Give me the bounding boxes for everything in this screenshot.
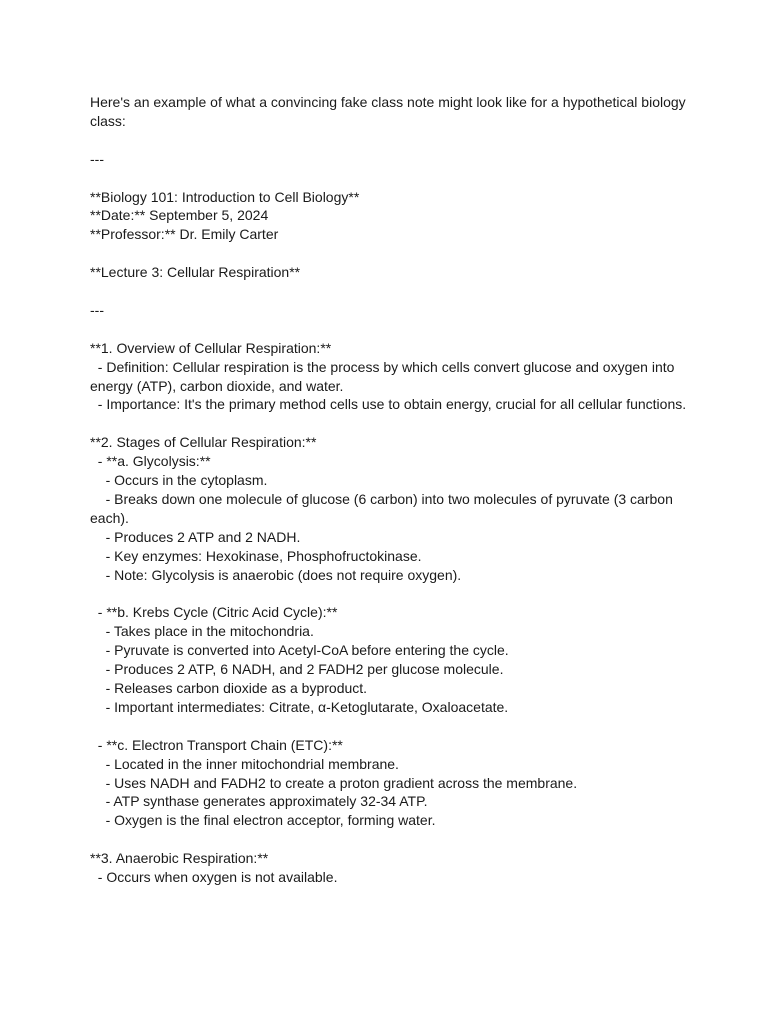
bullet-line: - Note: Glycolysis is anaerobic (does not require oxygen). <box>90 566 462 583</box>
separator-line: --- <box>90 301 104 318</box>
blank-line <box>90 169 690 188</box>
bullet-line: - Occurs when oxygen is not available. <box>90 869 338 886</box>
document-body <box>90 93 690 887</box>
bullet-line: - Key enzymes: Hexokinase, Phosphofructokinase. <box>90 547 422 564</box>
blank-line <box>90 830 690 849</box>
bullet-line: - Breaks down one molecule of glucose (6 carbon) into two molecules of pyruvate (3 carbon each). <box>90 490 677 526</box>
blank-line <box>90 244 690 263</box>
lecture-title: **Lecture 3: Cellular Respiration** <box>90 264 301 281</box>
subsection-heading: - **a. Glycolysis:** <box>90 453 211 470</box>
course-title: **Biology 101: Introduction to Cell Biology** <box>90 188 360 205</box>
bullet-line: - Oxygen is the final electron acceptor, forming water. <box>90 812 436 829</box>
bullet-line: - Definition: Cellular respiration is the process by which cells convert glucose and oxygen into energy (ATP), carbon dioxide, and water. <box>90 358 679 394</box>
subsection-heading: - **b. Krebs Cycle (Citric Acid Cycle):** <box>90 604 338 621</box>
blank-line <box>90 320 690 339</box>
blank-line <box>90 584 690 603</box>
bullet-line: - Importance: It's the primary method cells use to obtain energy, crucial for all cellular functions. <box>90 396 687 413</box>
bullet-line: - Located in the inner mitochondrial membrane. <box>90 755 399 772</box>
blank-line <box>90 414 690 433</box>
bullet-line: - Important intermediates: Citrate, α-Ketoglutarate, Oxaloacetate. <box>90 698 509 715</box>
bullet-line: - ATP synthase generates approximately 32-34 ATP. <box>90 793 428 810</box>
separator-line: --- <box>90 150 104 167</box>
blank-line <box>90 717 690 736</box>
section-heading: **3. Anaerobic Respiration:** <box>90 850 269 867</box>
bullet-line: - Releases carbon dioxide as a byproduct. <box>90 679 368 696</box>
intro-line: Here's an example of what a convincing fake class note might look like for a hypothetical biology class: <box>90 94 690 129</box>
bullet-line: - Produces 2 ATP and 2 NADH. <box>90 528 301 545</box>
bullet-line: - Produces 2 ATP, 6 NADH, and 2 FADH2 per glucose molecule. <box>90 661 504 678</box>
professor-line: **Professor:** Dr. Emily Carter <box>90 226 279 243</box>
bullet-line: - Uses NADH and FADH2 to create a proton gradient across the membrane. <box>90 774 578 791</box>
section-heading: **2. Stages of Cellular Respiration:** <box>90 434 317 451</box>
bullet-line: - Takes place in the mitochondria. <box>90 623 314 640</box>
date-line: **Date:** September 5, 2024 <box>90 207 269 224</box>
subsection-heading: - **c. Electron Transport Chain (ETC):** <box>90 736 343 753</box>
bullet-line: - Pyruvate is converted into Acetyl-CoA before entering the cycle. <box>90 642 509 659</box>
blank-line <box>90 282 690 301</box>
bullet-line: - Occurs in the cytoplasm. <box>90 472 268 489</box>
section-heading: **1. Overview of Cellular Respiration:** <box>90 339 332 356</box>
blank-line <box>90 131 690 150</box>
